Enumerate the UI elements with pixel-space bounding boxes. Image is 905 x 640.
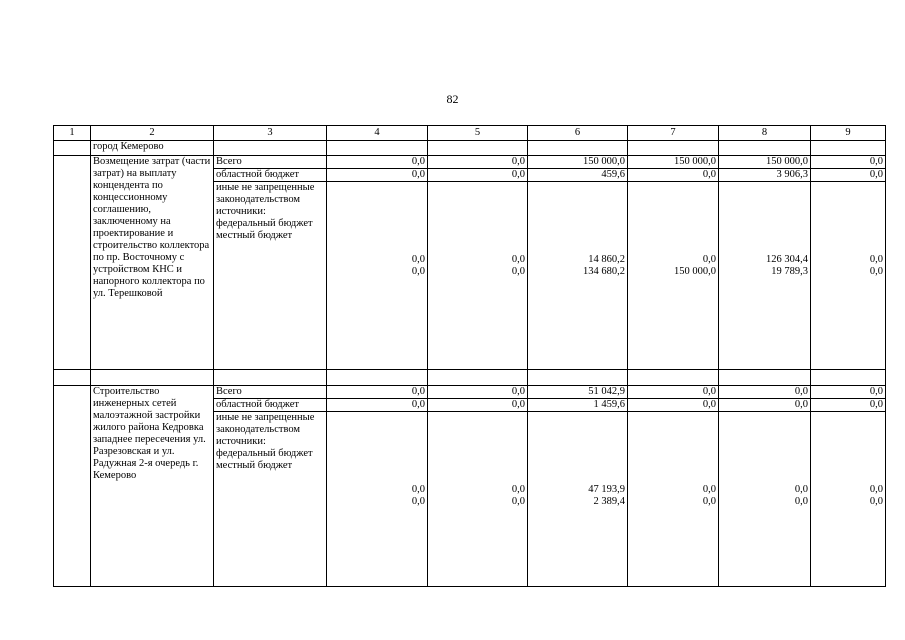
- empty-cell: [327, 141, 428, 156]
- page-number: 82: [446, 92, 459, 106]
- empty-cell: [91, 369, 214, 385]
- value: 459,6: [601, 169, 625, 181]
- value-cell-col6: [528, 385, 628, 586]
- value: 0,0: [702, 385, 716, 397]
- value: 150 000,0: [766, 156, 808, 168]
- empty-cell: [628, 369, 719, 385]
- empty-cell: [214, 369, 327, 385]
- value-cell-col7: [628, 156, 719, 369]
- empty-cell: [719, 141, 811, 156]
- value: 0,0: [869, 495, 883, 507]
- source-total: Всего: [216, 385, 242, 397]
- empty-cell: [54, 141, 91, 156]
- value: 0,0: [869, 398, 883, 410]
- value: 134 680,2: [583, 266, 625, 278]
- value: 0,0: [511, 254, 525, 266]
- value-cell-col5: [428, 156, 528, 369]
- value: 19 789,3: [771, 266, 808, 278]
- value: 0,0: [511, 385, 525, 397]
- empty-cell: [54, 385, 91, 586]
- value: 0,0: [511, 169, 525, 181]
- value-cell-col5: [428, 385, 528, 586]
- header-cell: 7: [628, 126, 719, 141]
- value: 0,0: [511, 483, 525, 495]
- empty-cell: [528, 369, 628, 385]
- header-cell: 2: [91, 126, 214, 141]
- value: 0,0: [869, 266, 883, 278]
- header-cell: 3: [214, 126, 327, 141]
- header-cell: 1: [54, 126, 91, 141]
- city-row: [54, 141, 886, 156]
- source-local: местный бюджет: [216, 230, 293, 242]
- empty-cell: [811, 369, 886, 385]
- value-cell-col9: [811, 156, 886, 369]
- value: 2 389,4: [593, 495, 625, 507]
- value: 0,0: [794, 398, 808, 410]
- project-name: Строительство инженерных сетей малоэтажной застройки жилого района Кедровка западнее пересечения ул. Разрезовская и ул. Радужная 2-я очередь г. Кемерово: [91, 385, 214, 586]
- budget-table: [53, 125, 886, 587]
- value: 150 000,0: [674, 266, 716, 278]
- value-cell-col4: [327, 385, 428, 586]
- empty-cell: [428, 141, 528, 156]
- project-row: [54, 385, 886, 586]
- value: 0,0: [411, 385, 425, 397]
- header-cell: 6: [528, 126, 628, 141]
- value-cell-col9: [811, 385, 886, 586]
- value-cell-col8: [719, 385, 811, 586]
- empty-cell: [54, 369, 91, 385]
- value: 0,0: [411, 169, 425, 181]
- value: 0,0: [869, 169, 883, 181]
- value: 0,0: [511, 398, 525, 410]
- value: 0,0: [869, 156, 883, 168]
- value: 0,0: [511, 266, 525, 278]
- header-cell: 5: [428, 126, 528, 141]
- empty-cell: [811, 141, 886, 156]
- project-row: [54, 156, 886, 369]
- source-federal: иные не запрещенные законодательством источники: федеральный бюджет: [216, 182, 315, 230]
- value: 0,0: [702, 254, 716, 266]
- project-name: Возмещение затрат (части затрат) на выплату концендента по концессионному соглашению, заключенному на проектирование и строительство коллектора по пр. Восточному с устройством КНС и напорного коллектора по ул. Терешковой: [91, 156, 214, 369]
- value-cell-col8: [719, 156, 811, 369]
- header-cell: 9: [811, 126, 886, 141]
- empty-cell: [719, 369, 811, 385]
- value: 0,0: [511, 495, 525, 507]
- source-regional: областной бюджет: [216, 169, 299, 181]
- value: 0,0: [794, 495, 808, 507]
- city-name: город Кемерово: [91, 141, 214, 156]
- empty-cell: [428, 369, 528, 385]
- value-cell-col6: [528, 156, 628, 369]
- empty-cell: [54, 156, 91, 369]
- value: 1 459,6: [593, 398, 625, 410]
- value: 3 906,3: [776, 169, 808, 181]
- empty-cell: [214, 141, 327, 156]
- value: 150 000,0: [583, 156, 625, 168]
- source-regional: областной бюджет: [216, 398, 299, 410]
- value: 0,0: [702, 398, 716, 410]
- value: 0,0: [794, 483, 808, 495]
- value: 0,0: [411, 266, 425, 278]
- value: 14 860,2: [588, 254, 625, 266]
- value-cell-col4: [327, 156, 428, 369]
- empty-cell: [528, 141, 628, 156]
- value: 0,0: [869, 483, 883, 495]
- header-row: [54, 126, 886, 141]
- value: 0,0: [511, 156, 525, 168]
- value: 150 000,0: [674, 156, 716, 168]
- value: 0,0: [869, 385, 883, 397]
- funding-sources: [214, 156, 327, 369]
- value: 0,0: [411, 398, 425, 410]
- value: 47 193,9: [588, 483, 625, 495]
- empty-cell: [327, 369, 428, 385]
- spacer-row: [54, 369, 886, 385]
- empty-cell: [628, 141, 719, 156]
- value: 51 042,9: [588, 385, 625, 397]
- value: 0,0: [411, 495, 425, 507]
- value: 0,0: [794, 385, 808, 397]
- source-total: Всего: [216, 156, 242, 168]
- value: 0,0: [411, 483, 425, 495]
- value: 0,0: [702, 483, 716, 495]
- value-cell-col7: [628, 385, 719, 586]
- value: 126 304,4: [766, 254, 808, 266]
- source-federal: иные не запрещенные законодательством источники: федеральный бюджет: [216, 411, 315, 459]
- value: 0,0: [702, 169, 716, 181]
- value: 0,0: [411, 254, 425, 266]
- header-cell: 8: [719, 126, 811, 141]
- value: 0,0: [869, 254, 883, 266]
- value: 0,0: [411, 156, 425, 168]
- value: 0,0: [702, 495, 716, 507]
- header-cell: 4: [327, 126, 428, 141]
- funding-sources: [214, 385, 327, 586]
- source-local: местный бюджет: [216, 459, 293, 471]
